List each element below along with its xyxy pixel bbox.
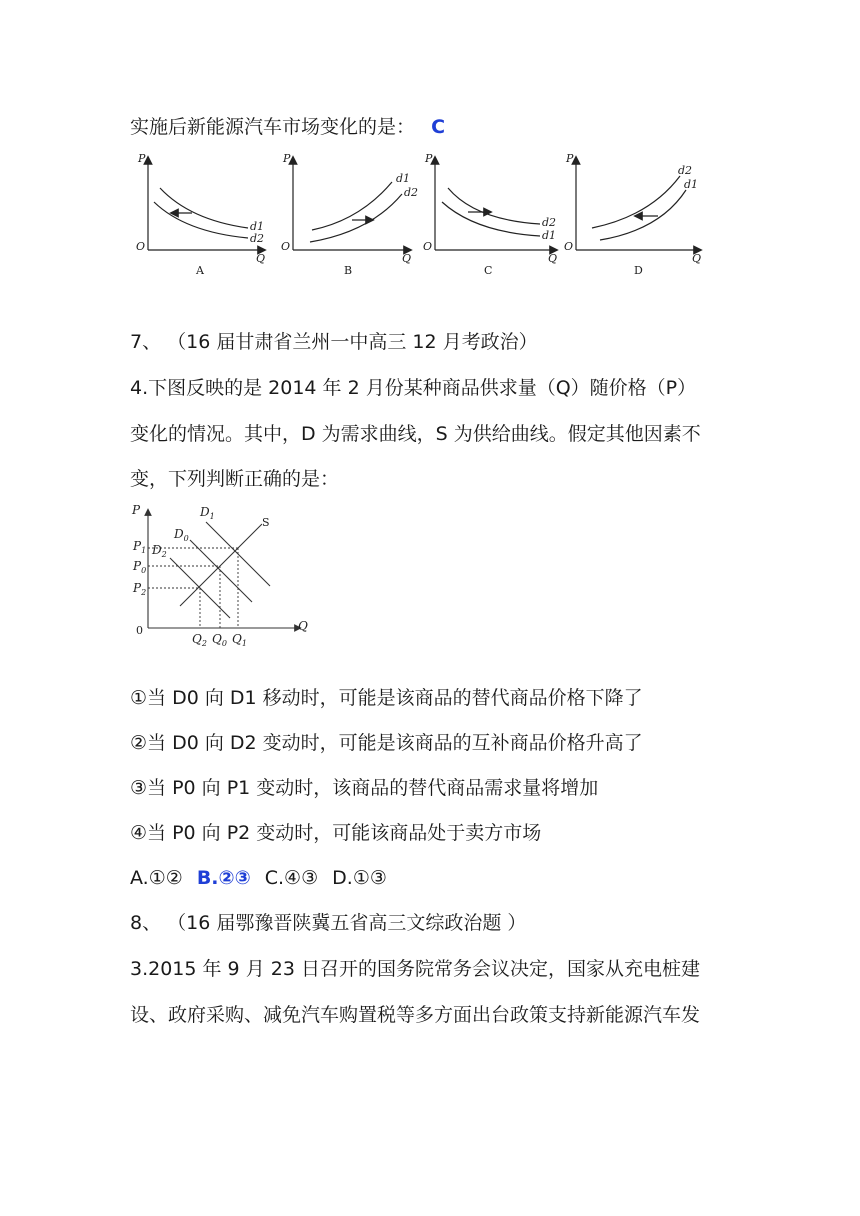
panel-c-curve-2: d1 [542,229,557,242]
panel-d-curve-2: d1 [684,178,699,191]
q8-header: 8、 （16 届鄂豫晋陕冀五省高三文综政治题 ） [130,912,527,934]
sd-quantity-q1: $Q_1$ [232,632,247,648]
panel-b [293,160,411,250]
panel-b-axis-x: Q [402,252,412,265]
q7-stem-line-1: 4.下图反映的是 2014 年 2 月份某种商品供求量（Q）随价格（P） [130,377,697,399]
q7-choice-a: A.①② [130,867,183,889]
q7-option-4: ④当 P0 向 P2 变动时，可能该商品处于卖方市场 [130,822,542,844]
q7-option-2: ②当 D0 向 D2 变动时，可能是该商品的互补商品价格升高了 [130,732,643,754]
sd-axis-x: Q [298,619,308,633]
q7-choice-c: C.④③ [264,867,319,889]
sd-label-d1: $D_1$ [200,505,215,521]
panel-c-axis-y: P [425,152,433,165]
sd-price-p2: $P_2$ [133,581,147,597]
panel-c-axis-x: Q [548,252,558,265]
panel-b-curve-2: d2 [404,186,419,199]
panel-b-axis-y: P [283,152,291,165]
panel-a-origin: O [136,240,146,253]
q7-option-3: ③当 P0 向 P1 变动时，该商品的替代商品需求量将增加 [130,777,599,799]
panel-b-curve-1: d1 [396,172,411,185]
sd-price-p1: $P_1$ [133,539,147,555]
q8-stem-line-2: 设、政府采购、减免汽车购置税等多方面出台政策支持新能源汽车发 [130,1004,701,1026]
panel-c-label: C [484,264,493,277]
sd-quantity-q2: $Q_2$ [192,632,207,648]
sd-price-p0: $P_0$ [133,559,147,575]
panel-b-origin: O [281,240,291,253]
panel-d-origin: O [564,240,574,253]
panel-a-curve-1: d1 [250,220,265,233]
q7-stem-line-2: 变化的情况。其中，D 为需求曲线，S 为供给曲线。假定其他因素不 [130,423,701,445]
q8-stem-line-1: 3.2015 年 9 月 23 日召开的国务院常务会议决定，国家从充电桩建 [130,958,700,980]
q7-choice-d: D.①③ [332,867,387,889]
q6-tail-text: 实施后新能源汽车市场变化的是： [130,116,416,138]
panel-d-curve-1: d2 [678,164,693,177]
panel-a-axis-y: P [138,152,146,165]
sd-label-d2: $D_2$ [152,543,167,559]
sd-label-d0: $D_0$ [174,527,189,543]
sd-quantity-q0: $Q_0$ [212,632,227,648]
panel-c [435,160,557,250]
q7-option-1: ①当 D0 向 D1 移动时，可能是该商品的替代商品价格下降了 [130,687,643,709]
q7-stem-line-3: 变，下列判断正确的是： [130,468,340,490]
panel-b-label: B [344,264,353,277]
panel-a-label: A [196,264,204,277]
sd-axis-y: P [132,503,141,517]
panel-d-label: D [634,264,643,277]
figure-supply-demand [128,500,328,650]
q7-header: 7、 （16 届甘肃省兰州一中高三 12 月考政治） [130,331,538,353]
panel-d-axis-y: P [566,152,574,165]
panel-a-axis-x: Q [256,252,266,265]
q6-tail-line [130,114,445,140]
sd-label-s: S [262,516,270,529]
panel-a [148,160,265,250]
sd-origin: 0 [136,624,143,637]
figure-abcd [130,150,730,280]
panel-d-axis-x: Q [692,252,702,265]
q6-answer: C [431,116,446,138]
panel-c-origin: O [423,240,433,253]
panel-c-curve-1: d2 [542,216,557,229]
panel-a-curve-2: d2 [250,232,265,245]
q7-choice-b-answer: B.②③ [196,867,251,889]
q7-choices [130,865,387,891]
